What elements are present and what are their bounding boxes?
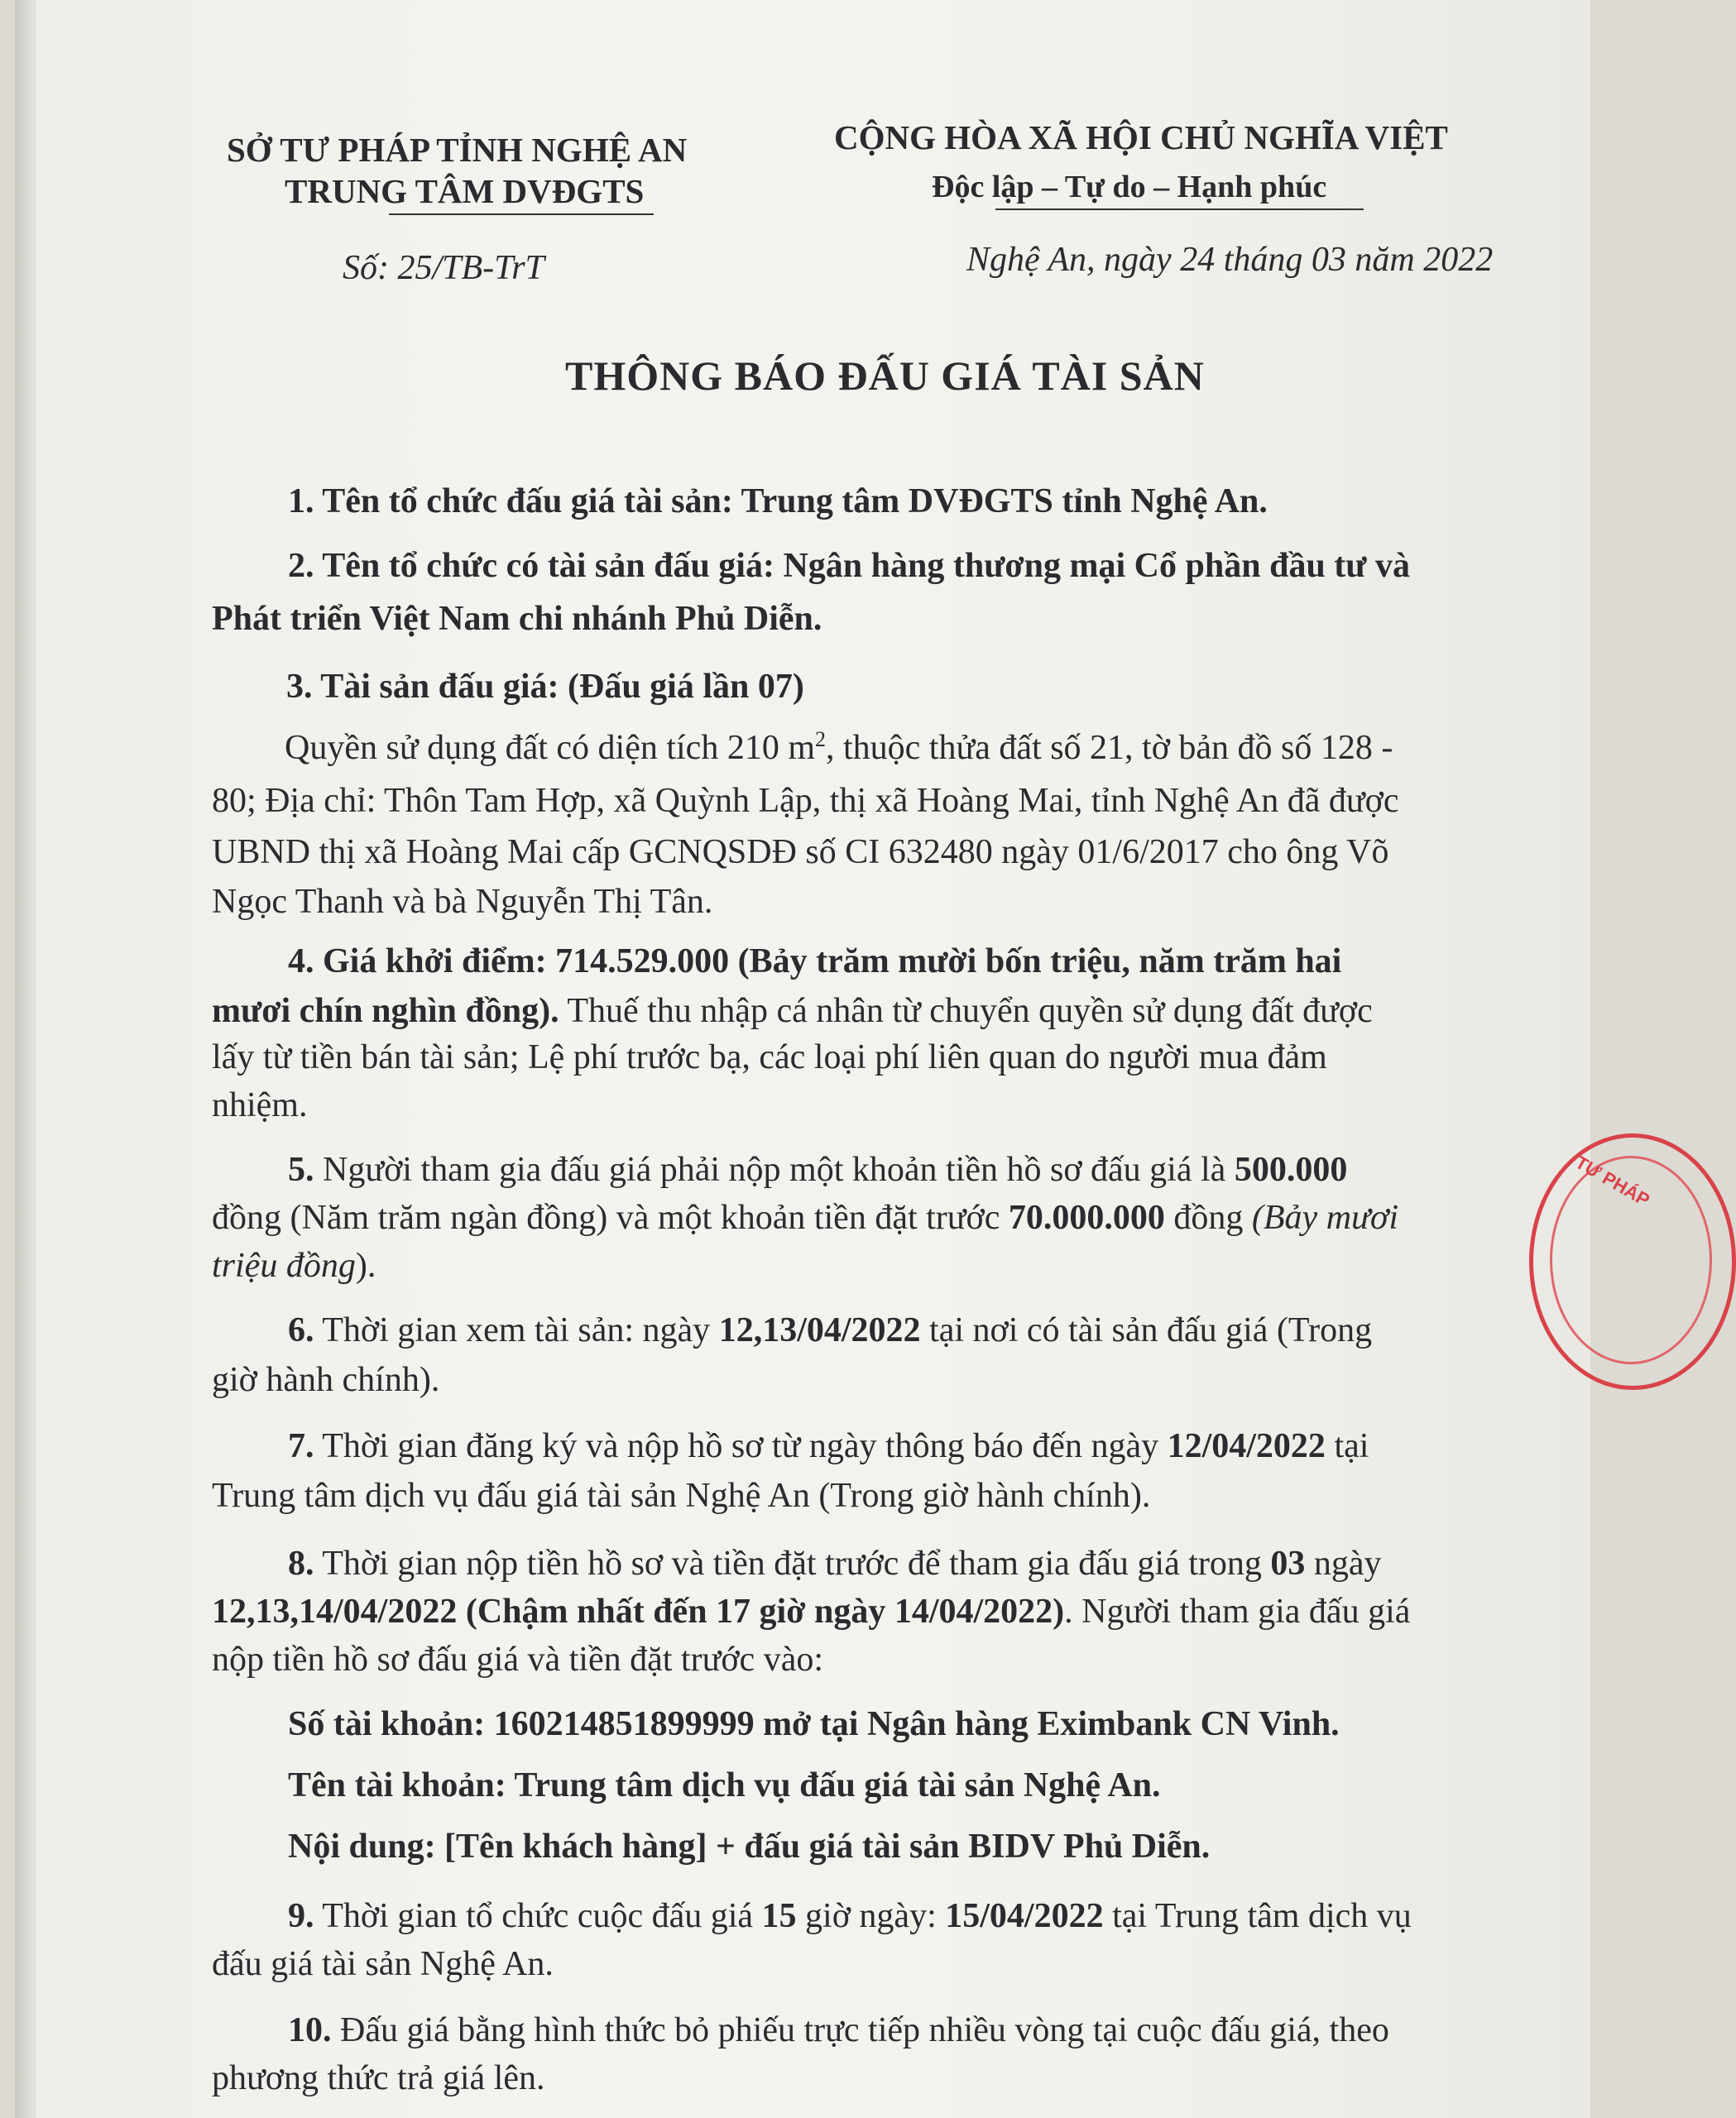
item-5-line1: 5. Người tham gia đấu giá phải nộp một khoản tiền hồ sơ đấu giá là 500.000 <box>288 1151 1348 1189</box>
item-1: 1. Tên tổ chức đấu giá tài sản: Trung tâm DVĐGTS tỉnh Nghệ An. <box>288 482 1268 520</box>
account-name: Tên tài khoản: Trung tâm dịch vụ đấu giá tài sản Nghệ An. <box>288 1766 1161 1804</box>
document-date: Nghệ An, ngày 24 tháng 03 năm 2022 <box>966 241 1494 279</box>
header-left-underline <box>389 213 654 215</box>
red-seal-stamp <box>1529 1133 1736 1390</box>
item-10-line1: 10. Đấu giá bằng hình thức bỏ phiếu trực tiếp nhiều vòng tại cuộc đấu giá, theo <box>288 2011 1389 2049</box>
item-8-line2: 12,13,14/04/2022 (Chậm nhất đến 17 giờ ngày 14/04/2022). Người tham gia đấu giá <box>212 1593 1411 1631</box>
header-motto: Độc lập – Tự do – Hạnh phúc <box>932 170 1327 204</box>
item-10-line2: phương thức trả giá lên. <box>212 2059 545 2097</box>
item-6-line1: 6. Thời gian xem tài sản: ngày 12,13/04/2022 tại nơi có tài sản đấu giá (Trong <box>288 1311 1373 1349</box>
item-2-line2: Phát triển Việt Nam chi nhánh Phủ Diễn. <box>212 600 822 638</box>
item-4-line4: nhiệm. <box>212 1086 308 1124</box>
header-right-underline <box>995 208 1364 210</box>
item-8-line3: nộp tiền hồ sơ đấu giá và tiền đặt trước vào: <box>212 1641 823 1679</box>
document-page <box>15 0 1653 2118</box>
item-8-line1: 8. Thời gian nộp tiền hồ sơ và tiền đặt trước để tham gia đấu giá trong 03 ngày <box>288 1545 1382 1583</box>
item-2-line1: 2. Tên tổ chức có tài sản đấu giá: Ngân hàng thương mại Cổ phần đầu tư và <box>288 547 1410 585</box>
header-center: TRUNG TÂM DVĐGTS <box>285 172 645 210</box>
item-5-line3: triệu đồng). <box>212 1247 376 1285</box>
header-agency: SỞ TƯ PHÁP TỈNH NGHỆ AN <box>227 131 688 169</box>
item-5-line2: đồng (Năm trăm ngàn đồng) và một khoản tiền đặt trước 70.000.000 đồng (Bảy mươi <box>212 1199 1399 1237</box>
item-9-line1: 9. Thời gian tổ chức cuộc đấu giá 15 giờ ngày: 15/04/2022 tại Trung tâm dịch vụ <box>288 1897 1412 1935</box>
item-3-line1: Quyền sử dụng đất có diện tích 210 $m^2$, thuộc thửa đất số 21, tờ bản đồ số 128 - <box>285 727 1393 767</box>
item-6-line2: giờ hành chính). <box>212 1361 440 1399</box>
item-3-line2: 80; Địa chỉ: Thôn Tam Hợp, xã Quỳnh Lập, thị xã Hoàng Mai, tỉnh Nghệ An đã được <box>212 782 1399 820</box>
account-number: Số tài khoản: 160214851899999 mở tại Ngân hàng Eximbank CN Vinh. <box>288 1705 1340 1743</box>
item-9-line2: đấu giá tài sản Nghệ An. <box>212 1945 554 1983</box>
page-edge-shadow <box>15 0 36 2118</box>
header-republic: CỘNG HÒA XÃ HỘI CHỦ NGHĨA VIỆT <box>834 118 1448 156</box>
item-4-line1: 4. Giá khởi điểm: 714.529.000 (Bảy trăm mười bốn triệu, năm trăm hai <box>288 942 1342 980</box>
item-3-line4: Ngọc Thanh và bà Nguyễn Thị Tân. <box>212 883 713 921</box>
item-3-line3: UBND thị xã Hoàng Mai cấp GCNQSDĐ số CI 632480 ngày 01/6/2017 cho ông Võ <box>212 833 1389 871</box>
item-3-heading: 3. Tài sản đấu giá: (Đấu giá lần 07) <box>286 668 804 706</box>
page-title: THÔNG BÁO ĐẤU GIÁ TÀI SẢN <box>565 352 1205 399</box>
stamp-text: TƯ PHÁP <box>1571 1152 1653 1211</box>
item-7-line1: 7. Thời gian đăng ký và nộp hồ sơ từ ngày thông báo đến ngày 12/04/2022 tại <box>288 1427 1369 1465</box>
item-7-line2: Trung tâm dịch vụ đấu giá tài sản Nghệ An (Trong giờ hành chính). <box>212 1477 1151 1515</box>
item-4-line2: mươi chín nghìn đồng). Thuế thu nhập cá nhân từ chuyển quyền sử dụng đất được <box>212 992 1373 1030</box>
transfer-content: Nội dung: [Tên khách hàng] + đấu giá tài sản BIDV Phủ Diễn. <box>288 1828 1211 1866</box>
item-4-line3: lấy từ tiền bán tài sản; Lệ phí trước bạ, các loại phí liên quan do người mua đảm <box>212 1038 1327 1076</box>
document-number: Số: 25/TB-TrT <box>343 249 544 287</box>
